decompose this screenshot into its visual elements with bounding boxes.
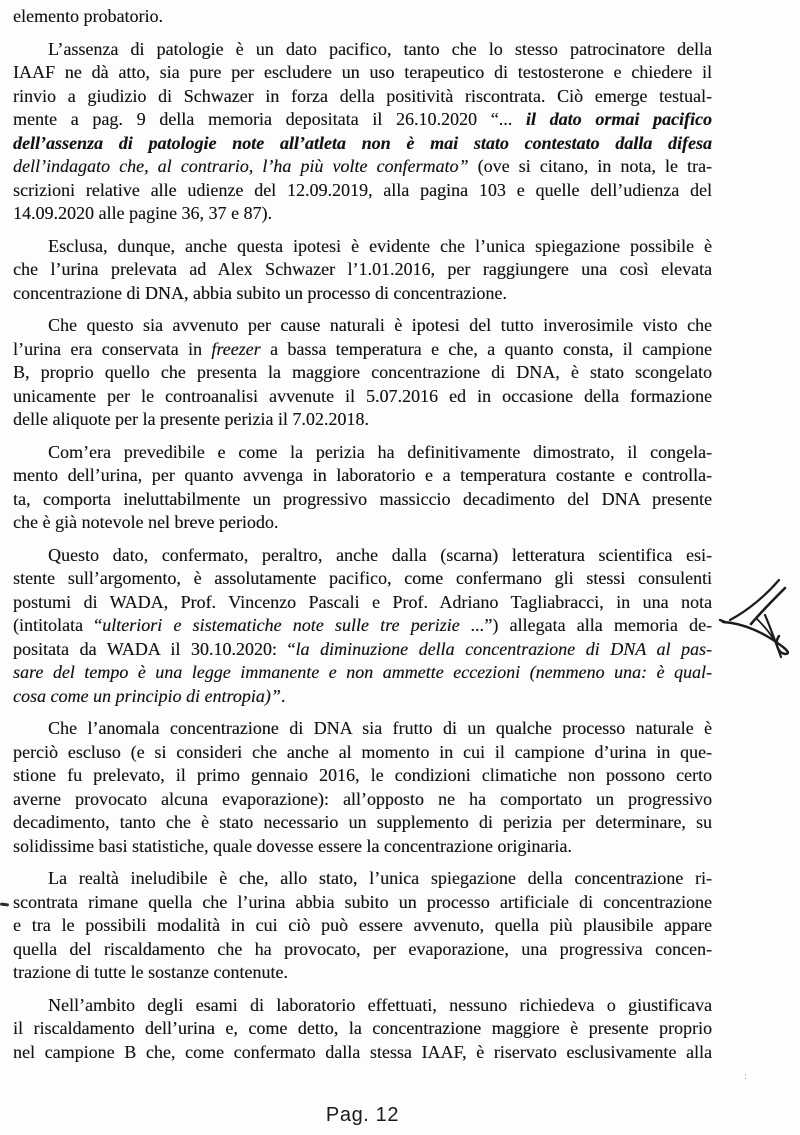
text-segment: Nell’ambito degli esami di laboratorio effettuati, nessuno richiedeva o giustificava xyxy=(48,994,712,1015)
paragraph xyxy=(13,5,712,29)
text-segment: 14.09.2020 alle pagine 36, 37 e 87). xyxy=(13,203,272,223)
text-segment: che l’urina prelevata ad Alex Schwazer l’1.01.2016, per raggiungere una così elevata xyxy=(13,259,712,279)
text-segment: (ove si citano, in nota, le tra- xyxy=(468,156,712,176)
text-line xyxy=(13,108,712,132)
text-line xyxy=(13,938,712,962)
text-segment: scrizioni relative alle udienze del 12.09.2019, alla pagina 103 e quelle dell’udienza del xyxy=(13,179,712,200)
text-line xyxy=(13,179,712,203)
text-line xyxy=(13,282,712,306)
text-line xyxy=(13,61,712,85)
text-line xyxy=(13,914,712,938)
text-segment: La realtà ineludibile è che, allo stato, l’unica spiegazione della concentrazione ri- xyxy=(48,868,712,888)
text-segment: elemento probatorio. xyxy=(13,6,163,26)
text-segment: B, proprio quello che presenta la maggiore concentrazione di DNA, è stato scongelato xyxy=(13,362,712,382)
text-line xyxy=(13,408,712,432)
text-line xyxy=(13,464,712,488)
paragraph xyxy=(13,314,712,432)
text-line xyxy=(13,764,712,788)
text-line xyxy=(13,891,712,915)
text-segment: dell’indagato che, al contrario, l’ha più volte confermato” xyxy=(13,156,469,176)
text-line xyxy=(13,488,712,512)
text-segment: decadimento, tanto che è stato necessario un supplemento di perizia per determinare, su xyxy=(13,812,712,832)
text-segment: trazione di tutte le sostanze contenute. xyxy=(13,962,288,982)
margin-ink-dash xyxy=(0,902,9,906)
text-line xyxy=(13,638,712,662)
text-line xyxy=(13,835,712,859)
text-segment: perciò escluso (e si consideri che anche al momento in cui il campione d’urina in que- xyxy=(13,741,712,762)
text-segment: L’assenza di patologie è un dato pacifico, tanto che lo stesso patrocinatore della xyxy=(48,38,712,59)
text-line xyxy=(13,661,712,685)
text-segment: positata da WADA il 30.10.2020: “ xyxy=(13,638,296,659)
text-segment: quella del riscaldamento che ha provocato, per evaporazione, una progressiva concen- xyxy=(13,938,712,959)
text-segment: Esclusa, dunque, anche questa ipotesi è evidente che l’unica spiegazione possibile è xyxy=(48,235,712,256)
text-segment: il riscaldamento dell’urina e, come detto, la concentrazione maggiore è presente proprio xyxy=(13,1018,712,1038)
text-line xyxy=(13,614,712,638)
text-segment: ulteriori e sistematiche note sulle tre perizie ... xyxy=(102,615,485,635)
text-segment: solidissime basi statistiche, quale dovesse essere la concentrazione originaria. xyxy=(13,835,572,856)
text-line xyxy=(13,235,712,259)
paragraph xyxy=(13,867,712,985)
text-line xyxy=(13,741,712,765)
paragraph xyxy=(13,441,712,535)
text-segment: a bassa temperatura e che, a quanto consta, il campione xyxy=(260,338,712,359)
text-segment: nel campione B che, come confermato dalla stessa IAAF, è riservato esclusivamente alla xyxy=(13,1041,712,1062)
text-line xyxy=(13,385,712,409)
text-segment: che è già notevole nel breve periodo. xyxy=(13,512,279,532)
text-line xyxy=(13,155,712,179)
text-segment: IAAF ne dà atto, sia pure per escludere un uso terapeutico di testosterone e chiedere il xyxy=(13,62,712,82)
text-line xyxy=(13,38,712,62)
text-line xyxy=(13,685,712,709)
text-line xyxy=(13,258,712,282)
text-line xyxy=(13,338,712,362)
text-line xyxy=(13,5,712,29)
text-line xyxy=(13,567,712,591)
text-line xyxy=(13,544,712,568)
text-line xyxy=(13,132,712,156)
text-line xyxy=(13,591,712,615)
text-segment: Che questo sia avvenuto per cause naturali è ipotesi del tutto inverosimile visto che xyxy=(48,315,712,335)
text-line xyxy=(13,1041,712,1065)
pen-scribble-mark xyxy=(713,573,800,665)
text-line xyxy=(13,202,712,226)
text-segment: scontrata rimane quella che l’urina abbia subito un processo artificiale di concentrazione xyxy=(13,891,712,912)
text-segment: stente sull’argomento, è assolutamente pacifico, come confermano gli stessi consulenti xyxy=(13,568,712,588)
text-segment: averne provocato alcuna evaporazione): all’opposto ne ha comportato un progressivo xyxy=(13,788,712,809)
paragraph xyxy=(13,235,712,306)
text-line xyxy=(13,441,712,465)
text-line xyxy=(13,811,712,835)
text-segment: l’urina era conservata in xyxy=(13,338,212,359)
text-line xyxy=(13,1017,712,1041)
text-segment: . xyxy=(280,685,286,706)
text-segment: delle aliquote per la presente perizia il 7.02.2018. xyxy=(13,409,369,429)
text-segment: il dato ormai pacifico xyxy=(525,109,712,129)
text-segment: rinvio a giudizio di Schwazer in forza della positività riscontrata. Ciò emerge testual- xyxy=(13,85,712,106)
page-number: Pag. 12 xyxy=(325,1104,400,1126)
text-segment: la diminuzione della concentrazione di DNA al pas- xyxy=(295,638,712,659)
text-segment: (intitolata “ xyxy=(13,615,103,635)
text-segment: ”) allegata alla memoria de- xyxy=(484,615,712,635)
text-segment: e tra le possibili modalità in cui ciò può essere avvenuto, quella più plausibile appare xyxy=(13,915,712,935)
text-segment: postumi di WADA, Prof. Vincenzo Pascali e Prof. Adriano Tagliabracci, in una nota xyxy=(13,591,712,612)
stray-ink-dot: : xyxy=(744,1070,748,1082)
text-segment: sare del tempo è una legge immanente e non ammette eccezioni (nemmeno una: è qual- xyxy=(13,662,712,682)
text-segment: concentrazione di DNA, abbia subito un processo di concentrazione. xyxy=(13,282,507,303)
text-line xyxy=(13,717,712,741)
text-line xyxy=(13,788,712,812)
text-segment: mente a pag. 9 della memoria depositata il 26.10.2020 “... xyxy=(13,109,526,129)
text-line xyxy=(13,361,712,385)
text-segment: dell’assenza di patologie note all’atleta non è mai stato contestato dalla difesa xyxy=(13,132,712,153)
paragraph xyxy=(13,544,712,709)
text-line xyxy=(13,994,712,1018)
paragraph xyxy=(13,994,712,1065)
text-segment: mento dell’urina, per quanto avvenga in laboratorio e a temperatura costante e controlla- xyxy=(13,465,712,485)
text-line xyxy=(13,511,712,535)
document-text-block xyxy=(13,5,712,1073)
text-line xyxy=(13,314,712,338)
text-segment: cosa come un principio di entropia)” xyxy=(13,685,281,706)
text-segment: Questo dato, confermato, peraltro, anche dalla (scarna) letteratura scientifica esi- xyxy=(48,544,712,565)
text-segment: Che l’anomala concentrazione di DNA sia frutto di un qualche processo naturale è xyxy=(48,718,712,738)
text-segment: Com’era prevedibile e come la perizia ha definitivamente dimostrato, il congela- xyxy=(48,441,712,462)
paragraph xyxy=(13,38,712,226)
text-segment: unicamente per le controanalisi avvenute il 5.07.2016 ed in occasione della formazione xyxy=(13,385,712,406)
text-segment: freezer xyxy=(211,338,261,359)
text-line xyxy=(13,85,712,109)
text-line xyxy=(13,867,712,891)
text-line xyxy=(13,961,712,985)
text-segment: stione fu prelevato, il primo gennaio 2016, le condizioni climatiche non possono certo xyxy=(13,765,712,785)
text-segment: ta, comporta ineluttabilmente un progressivo massiccio decadimento del DNA presente xyxy=(13,488,712,509)
paragraph xyxy=(13,717,712,858)
